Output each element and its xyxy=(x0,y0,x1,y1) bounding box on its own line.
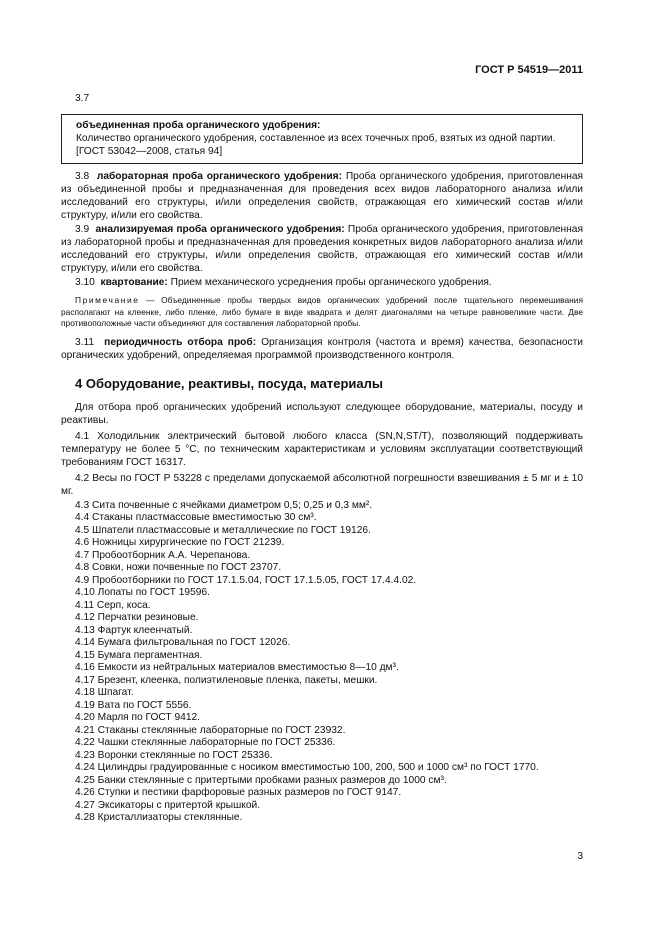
list-item: 4.6 Ножницы хирургические по ГОСТ 21239. xyxy=(75,537,285,549)
clause-number: 3.8 xyxy=(75,171,90,182)
list-item: 4.16 Емкости из нейтральных материалов вместимостью 8—10 дм³. xyxy=(75,662,399,674)
clause-4-2: 4.2 Весы по ГОСТ Р 53228 с пределами допускаемой абсолютной погрешности взвешивания ± 5 мг и ± 10 мг. xyxy=(61,472,583,497)
clause-4-1: 4.1 Холодильник электрический бытовой любого класса (SN,N,ST/T), позволяющий поддерживать температуру не более 5 °С, по техническим характеристикам и условиям эксплуатации соответствующий требованиям ГОСТ 16317. xyxy=(61,430,583,468)
list-item: 4.26 Ступки и пестики фарфоровые разных размеров по ГОСТ 9147. xyxy=(75,787,402,799)
note-label: Примечание xyxy=(75,295,140,305)
clause-term: лабораторная проба органического удобрения: xyxy=(96,171,342,182)
list-item: 4.24 Цилиндры градуированные с носиком вместимостью 100, 200, 500 и 1000 см³ по ГОСТ 1770. xyxy=(75,762,539,774)
list-item: 4.12 Перчатки резиновые. xyxy=(75,612,199,624)
list-item: 4.15 Бумага пергаментная. xyxy=(75,649,203,661)
list-item: 4.25 Банки стеклянные с притертыми пробками разных размеров до 1000 см³. xyxy=(75,774,447,786)
clause-3-9 xyxy=(61,223,583,275)
list-item: 4.14 Бумага фильтровальная по ГОСТ 12026. xyxy=(75,637,291,649)
list-item: 4.22 Чашки стеклянные лабораторные по ГОСТ 25336. xyxy=(75,737,336,749)
clause-text: Проба органического удобрения, приготовленная из объединенной пробы и предназначенная для проведения всех видов лабораторного анализа и/или исследований его структуры, и/или определения свойств, отражающая его химический состав и/или структуру, и/или его свойства. xyxy=(61,171,584,221)
section-4-heading: 4 Оборудование, реактивы, посуда, материалы xyxy=(75,375,383,391)
page-content xyxy=(61,92,583,825)
page-number: 3 xyxy=(577,851,583,862)
clause-text: Проба органического удобрения, приготовленная из лабораторной пробы и предназначенная для проведения конкретных видов лабораторного анализа и/или исследований его структуры, и/или определения свойств, отражающая его химический состав и/или структуру, и/или его свойства. xyxy=(61,224,583,274)
clause-3-11 xyxy=(61,336,583,362)
clause-number: 3.10 xyxy=(75,277,95,288)
note xyxy=(61,295,583,330)
list-item: 4.4 Стаканы пластмассовые вместимостью 30 см³. xyxy=(75,512,317,524)
definition-box xyxy=(61,114,583,164)
list-item: 4.17 Брезент, клеенка, полиэтиленовые пленка, пакеты, мешки. xyxy=(75,674,378,686)
clause-text: Организация контроля (частота и время) качества, безопасности органических удобрений, определяемая программой производственного контроля. xyxy=(61,336,583,361)
clause-number: 3.11 xyxy=(75,336,95,348)
clause-term: периодичность отбора проб: xyxy=(104,336,257,348)
list-item: 4.21 Стаканы стеклянные лабораторные по ГОСТ 23932. xyxy=(75,724,346,736)
list-item: 4.10 Лопаты по ГОСТ 19596. xyxy=(75,587,210,599)
list-item: 4.27 Эксикаторы с притертой крышкой. xyxy=(75,799,261,811)
definition-term: объединенная проба органического удобрения: xyxy=(76,120,321,131)
list-item: 4.13 Фартук клеенчатый. xyxy=(75,624,193,636)
list-item: 4.11 Серп, коса. xyxy=(75,599,151,611)
clause-number: 3.9 xyxy=(75,224,90,235)
definition-text: Количество органического удобрения, составленное из всех точечных проб, взятых из одной партии. xyxy=(76,133,556,144)
clause-3-8 xyxy=(61,170,583,222)
list-item: 4.8 Совки, ножи почвенные по ГОСТ 23707. xyxy=(75,562,282,574)
note-text: — Объединенные пробы твердых видов органических удобрений после тщательного перемешивания располагают на клеенке, либо пленке, либо бумаге в виде квадрата и делят диагоналями на четыре равновеликие части. Две противоположные части объединяют для составления лабораторной пробы. xyxy=(61,295,583,329)
clause-term: анализируемая проба органического удобрения: xyxy=(95,224,345,235)
list-item: 4.20 Марля по ГОСТ 9412. xyxy=(75,712,200,724)
definition-reference: [ГОСТ 53042—2008, статья 94] xyxy=(76,146,223,157)
clause-term: квартование: xyxy=(100,277,168,288)
clause-3-10 xyxy=(61,276,583,289)
equipment-list xyxy=(61,500,583,825)
list-item: 4.9 Пробоотборники по ГОСТ 17.1.5.04, ГОСТ 17.1.5.05, ГОСТ 17.4.4.02. xyxy=(75,574,417,586)
list-item: 4.28 Кристаллизаторы стеклянные. xyxy=(75,812,243,824)
document-id: ГОСТ Р 54519—2011 xyxy=(475,64,583,76)
clause-3-7-number: 3.7 xyxy=(75,93,90,104)
list-item: 4.18 Шпагат. xyxy=(75,687,134,699)
list-item: 4.23 Воронки стеклянные по ГОСТ 25336. xyxy=(75,749,273,761)
list-item: 4.3 Сита почвенные с ячейками диаметром 0,5; 0,25 и 0,3 мм². xyxy=(75,499,373,511)
list-item: 4.19 Вата по ГОСТ 5556. xyxy=(75,699,192,711)
section-4-lead: Для отбора проб органических удобрений используют следующее оборудование, материалы, посуду и реактивы. xyxy=(61,401,583,426)
list-item: 4.7 Пробоотборник А.А. Черепанова. xyxy=(75,549,251,561)
clause-text: Прием механического усреднения пробы органического удобрения. xyxy=(167,277,492,288)
list-item: 4.5 Шпатели пластмассовые и металлические по ГОСТ 19126. xyxy=(75,524,371,536)
